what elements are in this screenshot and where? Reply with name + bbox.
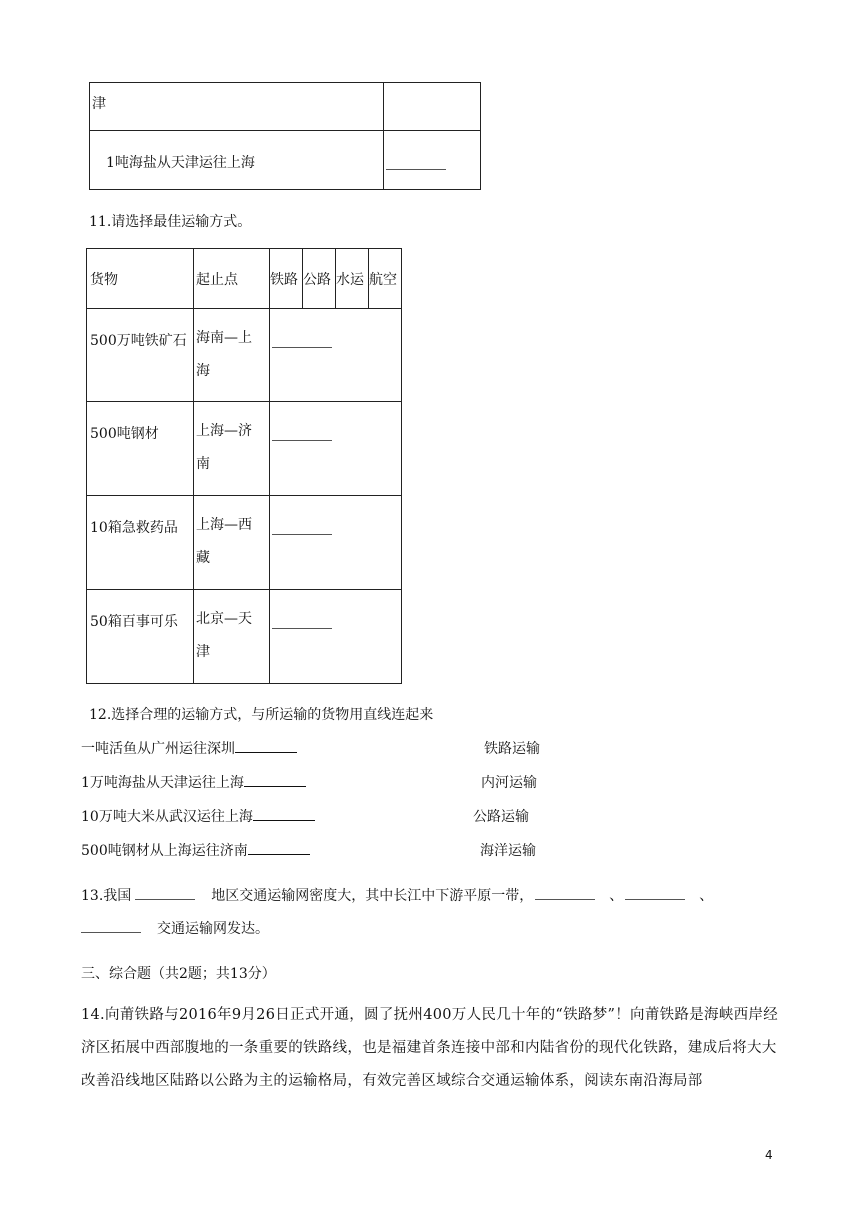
goods-cell (87, 402, 194, 496)
top-table-cell (384, 83, 481, 131)
answer-blank[interactable] (272, 335, 332, 348)
q12-left-item: 10万吨大米从武汉运往上海 (81, 806, 315, 826)
answer-blank[interactable] (625, 887, 685, 900)
q13-line2: 交通运输网发达。 (81, 918, 269, 938)
header-water: 水运 (336, 272, 364, 288)
route-cell (194, 590, 270, 684)
answer-cell (270, 590, 402, 684)
answer-blank[interactable] (535, 887, 595, 900)
top-table-text: 1吨海盐从天津运往上海 (106, 155, 255, 171)
route-line: 海 (196, 363, 210, 379)
q11-title: 11.请选择最佳运输方式。 (89, 214, 252, 230)
answer-blank[interactable] (272, 616, 332, 629)
answer-blank[interactable] (272, 428, 332, 441)
answer-cell (270, 309, 402, 402)
route-cell (194, 309, 270, 402)
header-route: 起止点 (196, 272, 238, 288)
route-cell (194, 402, 270, 496)
header-cell (336, 249, 369, 309)
q12-right-item: 公路运输 (473, 809, 529, 825)
header-road: 公路 (303, 272, 331, 288)
answer-cell (270, 402, 402, 496)
route-line: 北京—天 (196, 611, 252, 627)
top-table-cell (90, 131, 384, 190)
q12-left-item: 500吨钢材从上海运往济南 (81, 840, 310, 860)
answer-blank[interactable] (386, 157, 446, 170)
top-table-cell (90, 83, 384, 131)
q12-left-item: 1万吨海盐从天津运往上海 (81, 772, 306, 792)
q14-paragraph: 14.向莆铁路与2016年9月26日正式开通，圆了抚州400万人民几十年的“铁路梦”！向莆铁路是海峡西岸经济区拓展中西部腹地的一条重要的铁路线，也是福建首条连接中部和内陆省份的现代化铁路，建成后将大大改善沿线地区陆路以公路为主的运输格局，有效完善区域综合交通运输体系，阅读东南沿海局部 (81, 1007, 779, 1089)
goods-label: 10箱急救药品 (90, 520, 178, 536)
answer-blank[interactable] (253, 808, 315, 821)
q12-right-item: 铁路运输 (484, 741, 540, 757)
top-table-cell (384, 131, 481, 190)
header-cell (270, 249, 303, 309)
q12-left-item: 一吨活鱼从广州运往深圳 (81, 738, 297, 758)
route-line: 上海—济 (196, 423, 252, 439)
q12-right-item: 内河运输 (481, 775, 537, 791)
route-line: 南 (196, 456, 210, 472)
answer-blank[interactable] (135, 887, 195, 900)
q12-right-item: 海洋运输 (480, 843, 536, 859)
route-line: 上海—西 (196, 517, 252, 533)
q11-table (86, 248, 402, 684)
page-number: 4 (765, 1148, 773, 1162)
header-cell (194, 249, 270, 309)
section-heading: 三、综合题（共2题；共13分） (81, 966, 276, 982)
goods-label: 50箱百事可乐 (90, 614, 178, 630)
answer-blank[interactable] (272, 522, 332, 535)
top-table-text: 津 (92, 96, 106, 112)
q12-title: 12.选择合理的运输方式，与所运输的货物用直线连起来 (89, 707, 434, 723)
header-rail: 铁路 (270, 272, 298, 288)
answer-cell (270, 496, 402, 590)
route-line: 津 (196, 644, 210, 660)
route-line: 海南—上 (196, 330, 252, 346)
header-goods: 货物 (90, 272, 118, 288)
header-cell (87, 249, 194, 309)
top-table (89, 82, 481, 190)
goods-label: 500万吨铁矿石 (90, 333, 187, 349)
goods-cell (87, 309, 194, 402)
answer-blank[interactable] (248, 842, 310, 855)
goods-cell (87, 590, 194, 684)
header-cell (303, 249, 336, 309)
goods-label: 500吨钢材 (90, 426, 159, 442)
header-air: 航空 (369, 272, 397, 288)
goods-cell (87, 496, 194, 590)
answer-blank[interactable] (244, 774, 306, 787)
answer-blank[interactable] (81, 920, 141, 933)
route-cell (194, 496, 270, 590)
q13-line1: 13.我国 地区交通运输网密度大，其中长江中下游平原一带， 、 、 (81, 888, 714, 904)
route-line: 藏 (196, 550, 210, 566)
answer-blank[interactable] (235, 740, 297, 753)
header-cell (369, 249, 402, 309)
